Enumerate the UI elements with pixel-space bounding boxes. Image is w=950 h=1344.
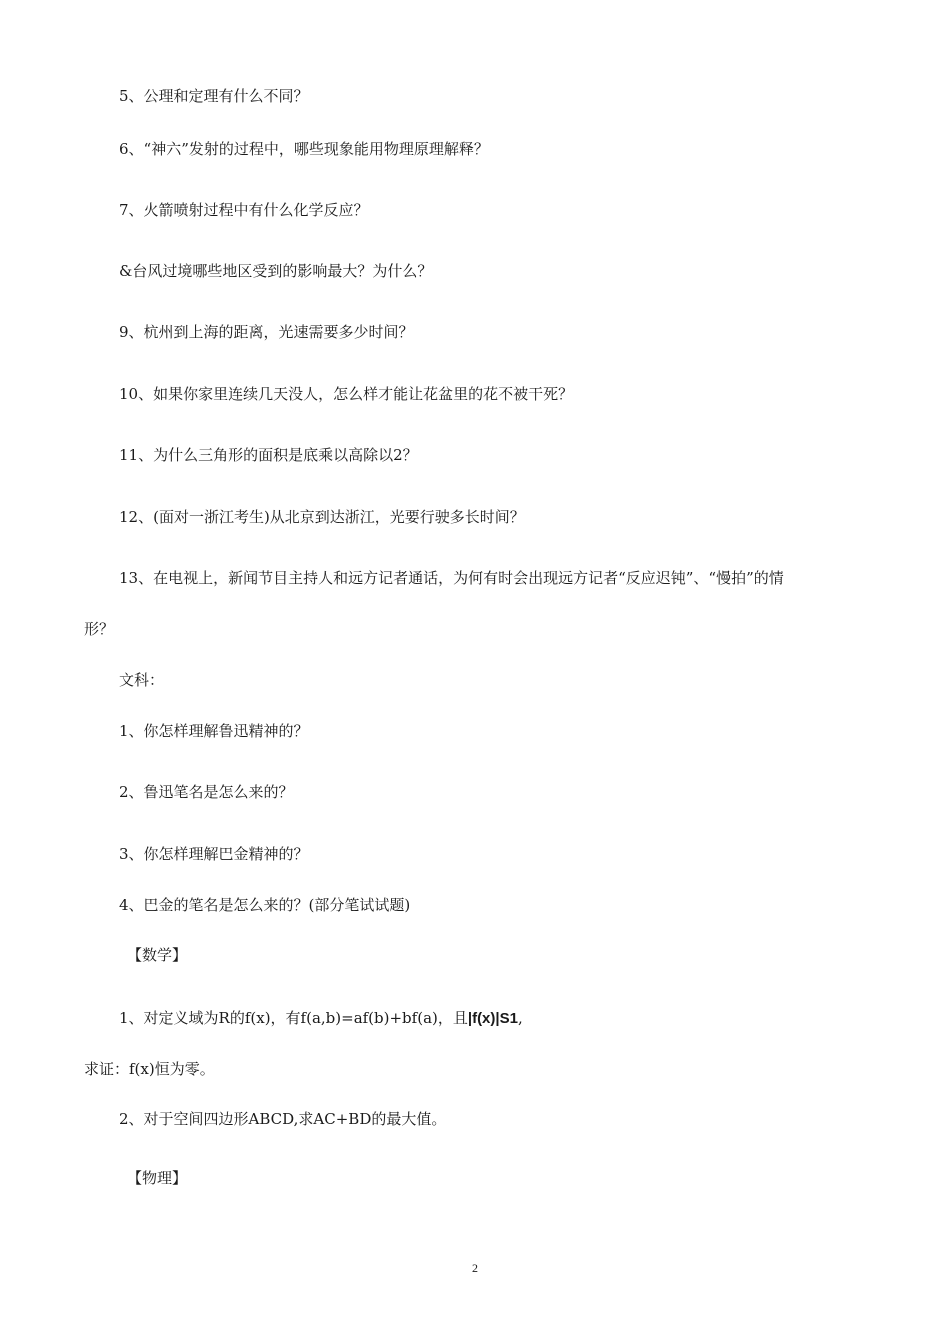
math-question-1-comma: , — [517, 1009, 523, 1027]
question-5: 5、公理和定理有什么不同？ — [119, 87, 309, 105]
wenke-heading: 文科： — [119, 671, 165, 689]
wenke-item-3: 3、你怎样理解巴金精神的？ — [119, 845, 309, 863]
math-question-1-text: 1、对定义域为R的f(x)，有f(a,b)=af(b)+bf(a)，且 — [119, 1009, 468, 1027]
wenke-item-2: 2、鲁迅笔名是怎么来的？ — [119, 783, 294, 801]
question-10: 10、如果你家里连续几天没人，怎么样才能让花盆里的花不被干死？ — [119, 385, 574, 403]
question-11: 11、为什么三角形的面积是底乘以高除以2？ — [119, 446, 418, 464]
question-13: 13、在电视上，新闻节目主持人和远方记者通话，为何有时会出现远方记者“反应迟钝”、“慢拍”的情 — [119, 569, 784, 587]
question-9: 9、杭州到上海的距离，光速需要多少时间？ — [119, 323, 414, 341]
question-6: 6、“神六”发射的过程中，哪些现象能用物理原理解释？ — [119, 140, 489, 158]
math-question-1 — [119, 1008, 523, 1029]
question-8: &台风过境哪些地区受到的影响最大？为什么？ — [119, 262, 433, 280]
question-7: 7、火箭喷射过程中有什么化学反应？ — [119, 201, 369, 219]
physics-heading: 【物理】 — [127, 1169, 188, 1187]
math-heading: 【数学】 — [127, 946, 188, 964]
wenke-item-1: 1、你怎样理解鲁迅精神的？ — [119, 722, 309, 740]
math-question-2: 2、对于空间四边形ABCD,求AC+BD的最大值。 — [119, 1110, 447, 1128]
math-question-1-line2: 求证：f(x)恒为零。 — [84, 1060, 215, 1078]
wenke-item-4: 4、巴金的笔名是怎么来的？(部分笔试试题) — [119, 896, 411, 914]
question-12: 12、(面对一浙江考生)从北京到达浙江，光要行驶多长时间？ — [119, 508, 525, 526]
question-13-continuation: 形？ — [84, 620, 115, 638]
page-number: 2 — [472, 1261, 478, 1275]
math-question-1-formula: |f(x)|S1 — [467, 1010, 518, 1027]
